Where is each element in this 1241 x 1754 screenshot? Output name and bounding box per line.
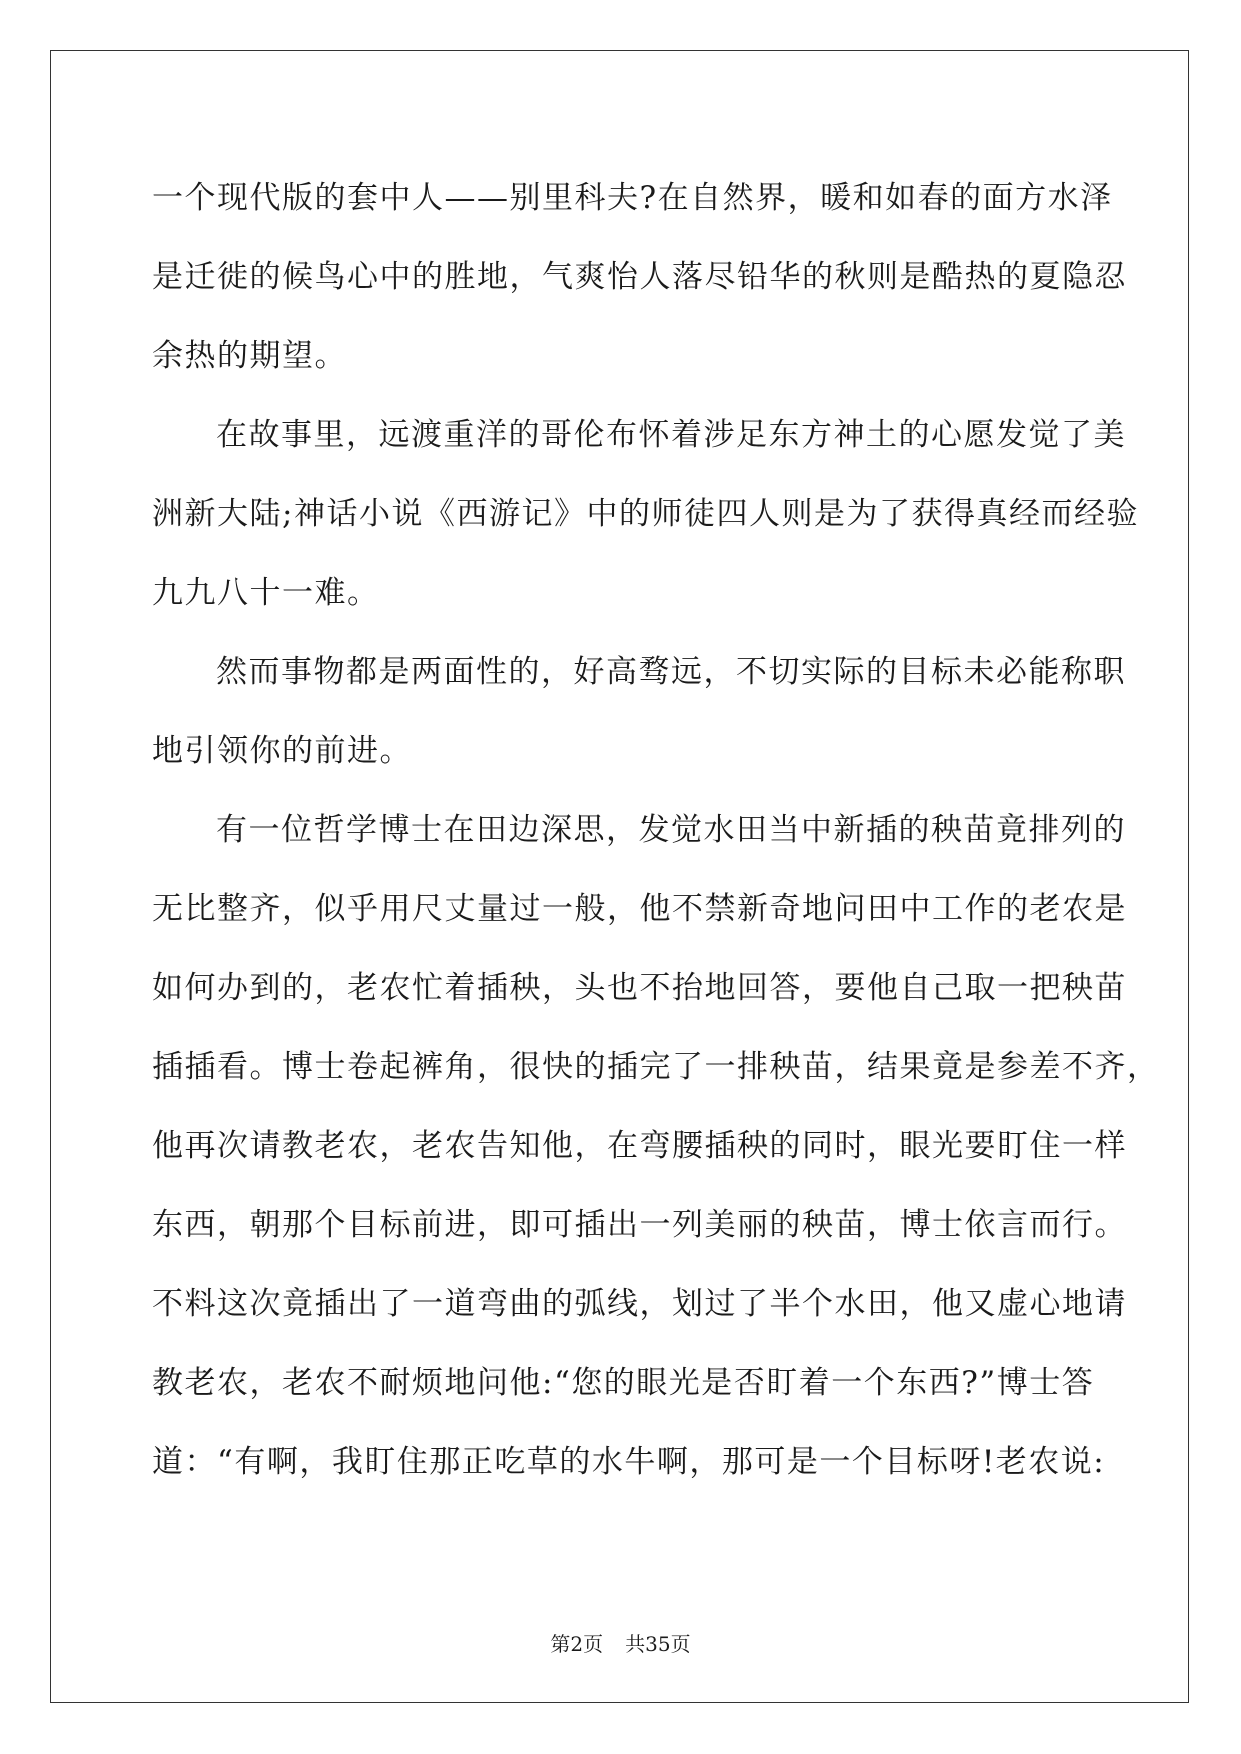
text-line: 教老农，老农不耐烦地问他:“您的眼光是否盯着一个东西?”博士答 [152, 1365, 1095, 1401]
text-line: 余热的期望。 [152, 338, 347, 374]
total-pages: 共35页 [625, 1632, 691, 1656]
text-line: 有一位哲学博士在田边深思，发觉水田当中新插的秧苗竟排列的 [216, 812, 1126, 848]
text-line: 洲新大陆;神话小说《西游记》中的师徒四人则是为了获得真经而经验 [152, 496, 1139, 532]
text-line: 他再次请教老农，老农告知他，在弯腰插秧的同时，眼光要盯住一样 [152, 1128, 1127, 1164]
page-footer [0, 1628, 1241, 1657]
text-line: 九九八十一难。 [152, 575, 380, 611]
document-body [152, 159, 1160, 1502]
page-number: 第2页 [550, 1632, 604, 1656]
text-line: 如何办到的，老农忙着插秧，头也不抬地回答，要他自己取一把秧苗 [152, 970, 1127, 1006]
text-line: 不料这次竟插出了一道弯曲的弧线，划过了半个水田，他又虚心地请 [152, 1286, 1127, 1322]
text-line: 无比整齐，似乎用尺丈量过一般，他不禁新奇地问田中工作的老农是 [152, 891, 1127, 927]
text-line: 道：“有啊，我盯住那正吃草的水牛啊，那可是一个目标呀!老农说: [152, 1444, 1106, 1480]
text-line: 插插看。博士卷起裤角，很快的插完了一排秧苗，结果竟是参差不齐， [152, 1049, 1160, 1085]
text-line: 东西，朝那个目标前进，即可插出一列美丽的秧苗，博士依言而行。 [152, 1207, 1127, 1243]
text-line: 在故事里，远渡重洋的哥伦布怀着涉足东方神土的心愿发觉了美 [216, 417, 1126, 453]
text-line: 然而事物都是两面性的，好高骛远，不切实际的目标未必能称职 [216, 654, 1126, 690]
text-line: 是迁徙的候鸟心中的胜地，气爽怡人落尽铅华的秋则是酷热的夏隐忍 [152, 259, 1127, 295]
text-line: 地引领你的前进。 [152, 733, 412, 769]
text-line: 一个现代版的套中人——别里科夫?在自然界，暖和如春的面方水泽 [152, 180, 1113, 216]
